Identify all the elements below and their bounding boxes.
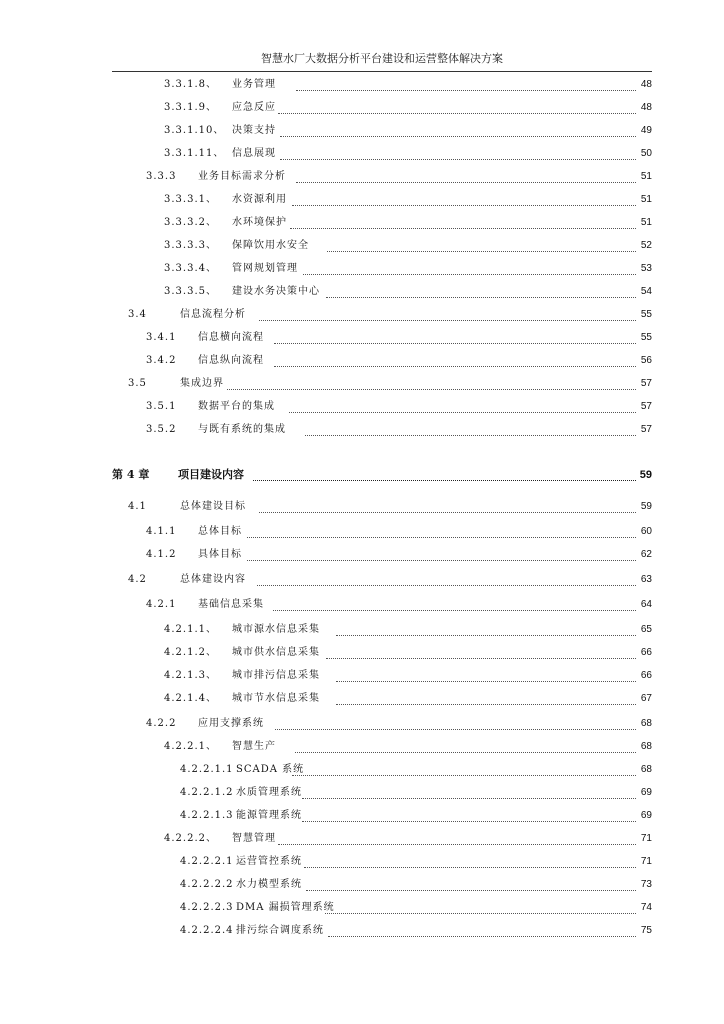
toc-entry-number: 3.3.1.9、 xyxy=(164,102,217,113)
toc-entry[interactable] xyxy=(0,191,724,211)
toc-entry-title: 总体目标 xyxy=(198,526,242,537)
toc-entry[interactable] xyxy=(0,498,724,518)
toc-entry-page-number: 62 xyxy=(640,549,652,560)
toc-entry[interactable] xyxy=(0,352,724,372)
toc-dot-leader xyxy=(304,867,636,868)
toc-entry-number: 4.1 xyxy=(128,501,147,512)
toc-entry-title: 水资源利用 xyxy=(232,194,287,205)
toc-entry-title: 数据平台的集成 xyxy=(198,401,275,412)
toc-entry[interactable] xyxy=(0,784,724,804)
toc-entry-number: 4.2.2.2、 xyxy=(164,833,217,844)
toc-entry-title: 水质管理系统 xyxy=(236,787,302,798)
toc-dot-leader xyxy=(259,512,636,513)
toc-entry[interactable] xyxy=(0,715,724,735)
toc-entry[interactable] xyxy=(0,690,724,710)
toc-dot-leader xyxy=(302,821,636,822)
toc-entry-number: 3.5 xyxy=(128,378,147,389)
toc-dot-leader xyxy=(280,136,636,137)
toc-entry-number: 4.2.1.2、 xyxy=(164,647,217,658)
toc-entry-page-number: 64 xyxy=(640,599,652,610)
toc-entry[interactable] xyxy=(0,899,724,919)
toc-dot-leader xyxy=(247,560,636,561)
toc-entry[interactable] xyxy=(0,375,724,395)
toc-entry-page-number: 51 xyxy=(640,217,652,228)
toc-entry-title: 集成边界 xyxy=(180,378,224,389)
toc-entry-title: 总体建设内容 xyxy=(180,574,246,585)
toc-entry-page-number: 73 xyxy=(640,879,652,890)
toc-entry-title: 应用支撑系统 xyxy=(198,718,264,729)
toc-entry-title: 与既有系统的集成 xyxy=(198,424,286,435)
toc-entry-number: 3.3.1.11、 xyxy=(164,148,225,159)
toc-entry-number: 3.3.3.3、 xyxy=(164,240,217,251)
toc-entry[interactable] xyxy=(0,260,724,280)
toc-entry[interactable] xyxy=(0,807,724,827)
table-of-contents xyxy=(0,76,724,956)
toc-entry-number: 4.2.2.2.2 xyxy=(180,879,234,890)
toc-entry-title: 运营管控系统 xyxy=(236,856,302,867)
toc-dot-leader xyxy=(259,320,636,321)
toc-dot-leader xyxy=(306,890,636,891)
toc-entry[interactable] xyxy=(0,644,724,664)
toc-entry-title: 智慧管理 xyxy=(232,833,276,844)
toc-entry-page-number: 75 xyxy=(640,925,652,936)
toc-entry-page-number: 68 xyxy=(640,741,652,752)
toc-entry[interactable] xyxy=(0,145,724,165)
toc-entry-page-number: 67 xyxy=(640,693,652,704)
toc-dot-leader xyxy=(326,297,636,298)
toc-entry-page-number: 51 xyxy=(640,194,652,205)
toc-entry-page-number: 51 xyxy=(640,171,652,182)
toc-dot-leader xyxy=(292,775,636,776)
toc-entry-title: 城市源水信息采集 xyxy=(232,624,320,635)
toc-entry[interactable] xyxy=(0,122,724,142)
toc-entry-title: 城市排污信息采集 xyxy=(232,670,320,681)
toc-entry-number: 3.5.2 xyxy=(146,424,177,435)
toc-entry[interactable] xyxy=(0,621,724,641)
toc-entry-title: DMA 漏损管理系统 xyxy=(236,902,335,913)
toc-entry[interactable] xyxy=(0,523,724,543)
toc-entry-page-number: 57 xyxy=(640,401,652,412)
toc-dot-leader xyxy=(296,90,636,91)
toc-entry-title: 具体目标 xyxy=(198,549,242,560)
toc-dot-leader xyxy=(253,480,636,481)
toc-entry-title: 水环境保护 xyxy=(232,217,287,228)
toc-entry-page-number: 74 xyxy=(640,902,652,913)
toc-entry[interactable] xyxy=(0,546,724,566)
toc-dot-leader xyxy=(274,343,636,344)
toc-entry-page-number: 63 xyxy=(640,574,652,585)
toc-entry-page-number: 60 xyxy=(640,526,652,537)
toc-entry[interactable] xyxy=(0,329,724,349)
toc-entry-page-number: 55 xyxy=(640,332,652,343)
toc-dot-leader xyxy=(302,798,636,799)
toc-entry[interactable] xyxy=(0,306,724,326)
toc-dot-leader xyxy=(280,159,636,160)
toc-entry-page-number: 59 xyxy=(639,469,652,481)
toc-dot-leader xyxy=(326,658,636,659)
toc-entry[interactable] xyxy=(0,738,724,758)
toc-entry[interactable] xyxy=(0,596,724,616)
toc-entry-title: 排污综合调度系统 xyxy=(236,925,324,936)
toc-entry-title: 决策支持 xyxy=(232,125,276,136)
toc-entry-number: 4.1.1 xyxy=(146,526,177,537)
toc-dot-leader xyxy=(325,913,636,914)
toc-dot-leader xyxy=(292,205,636,206)
toc-entry-number: 3.3.3 xyxy=(146,171,177,182)
toc-entry-number: 3.3.1.10、 xyxy=(164,125,225,136)
toc-entry[interactable] xyxy=(0,667,724,687)
toc-entry[interactable] xyxy=(0,283,724,303)
toc-entry-page-number: 69 xyxy=(640,810,652,821)
toc-entry-title: 保障饮用水安全 xyxy=(232,240,309,251)
toc-entry-number: 4.2.1.4、 xyxy=(164,693,217,704)
toc-entry[interactable] xyxy=(0,876,724,896)
toc-entry-number: 4.2.2.1、 xyxy=(164,741,217,752)
toc-entry[interactable] xyxy=(0,398,724,418)
toc-entry[interactable] xyxy=(0,237,724,257)
toc-entry-number: 4.2.1.1、 xyxy=(164,624,217,635)
toc-entry-title: 信息流程分析 xyxy=(180,309,246,320)
toc-entry-number: 4.2.2 xyxy=(146,718,177,729)
toc-dot-leader xyxy=(275,729,636,730)
toc-dot-leader xyxy=(328,936,636,937)
toc-entry-page-number: 53 xyxy=(640,263,652,274)
toc-dot-leader xyxy=(336,704,636,705)
toc-entry[interactable] xyxy=(0,571,724,591)
toc-entry-title: SCADA 系统 xyxy=(236,764,305,775)
toc-entry-title: 智慧生产 xyxy=(232,741,276,752)
toc-entry-title: 总体建设目标 xyxy=(180,501,246,512)
toc-entry-page-number: 56 xyxy=(640,355,652,366)
toc-entry-number: 3.5.1 xyxy=(146,401,177,412)
toc-entry-number: 4.2.1.3、 xyxy=(164,670,217,681)
toc-entry[interactable] xyxy=(0,830,724,850)
toc-entry[interactable] xyxy=(0,214,724,234)
toc-entry-number: 3.4.2 xyxy=(146,355,177,366)
toc-entry[interactable] xyxy=(0,168,724,188)
toc-entry-title: 应急反应 xyxy=(232,102,276,113)
toc-entry-title: 信息横向流程 xyxy=(198,332,264,343)
toc-entry-title: 基础信息采集 xyxy=(198,599,264,610)
toc-dot-leader xyxy=(290,228,636,229)
toc-entry-number: 3.3.3.5、 xyxy=(164,286,217,297)
toc-entry-title: 管网规划管理 xyxy=(232,263,298,274)
toc-dot-leader xyxy=(327,251,636,252)
toc-entry-page-number: 48 xyxy=(640,102,652,113)
toc-entry-page-number: 68 xyxy=(640,718,652,729)
toc-entry-number: 第 4 章 xyxy=(112,468,150,481)
toc-entry-number: 3.3.3.1、 xyxy=(164,194,217,205)
toc-entry-page-number: 59 xyxy=(640,501,652,512)
toc-entry-title: 信息纵向流程 xyxy=(198,355,264,366)
toc-entry-number: 4.2.2.2.3 xyxy=(180,902,234,913)
toc-entry[interactable] xyxy=(0,761,724,781)
toc-entry-page-number: 65 xyxy=(640,624,652,635)
toc-entry-page-number: 54 xyxy=(640,286,652,297)
toc-entry-number: 4.2.2.1.2 xyxy=(180,787,234,798)
toc-entry-title: 信息展现 xyxy=(232,148,276,159)
toc-chapter-entry[interactable] xyxy=(0,466,724,486)
toc-entry-title: 业务目标需求分析 xyxy=(198,171,286,182)
toc-entry-page-number: 71 xyxy=(640,856,652,867)
toc-entry-page-number: 48 xyxy=(640,79,652,90)
toc-entry-page-number: 57 xyxy=(640,424,652,435)
toc-dot-leader xyxy=(257,585,636,586)
toc-dot-leader xyxy=(227,389,636,390)
toc-entry-number: 4.2.1 xyxy=(146,599,177,610)
toc-entry-title: 城市供水信息采集 xyxy=(232,647,320,658)
toc-entry-page-number: 66 xyxy=(640,647,652,658)
toc-entry-number: 4.2.2.2.4 xyxy=(180,925,234,936)
toc-entry-number: 4.1.2 xyxy=(146,549,177,560)
toc-dot-leader xyxy=(296,182,636,183)
toc-dot-leader xyxy=(305,435,636,436)
toc-dot-leader xyxy=(278,113,636,114)
toc-dot-leader xyxy=(336,635,636,636)
toc-dot-leader xyxy=(295,752,636,753)
toc-entry-page-number: 66 xyxy=(640,670,652,681)
toc-entry[interactable] xyxy=(0,922,724,942)
toc-dot-leader xyxy=(336,681,636,682)
toc-entry-number: 4.2.2.1.3 xyxy=(180,810,234,821)
toc-entry-title: 城市节水信息采集 xyxy=(232,693,320,704)
toc-entry-number: 3.3.1.8、 xyxy=(164,79,217,90)
toc-entry-title: 业务管理 xyxy=(232,79,276,90)
toc-dot-leader xyxy=(289,412,636,413)
toc-entry-title: 能源管理系统 xyxy=(236,810,302,821)
toc-entry-number: 4.2.2.1.1 xyxy=(180,764,234,775)
toc-entry-number: 3.3.3.4、 xyxy=(164,263,217,274)
toc-entry-page-number: 57 xyxy=(640,378,652,389)
toc-entry-page-number: 55 xyxy=(640,309,652,320)
toc-dot-leader xyxy=(303,274,636,275)
toc-entry-title: 项目建设内容 xyxy=(178,468,244,481)
header-rule xyxy=(112,71,652,72)
page-header-title: 智慧水厂大数据分析平台建设和运营整体解决方案 xyxy=(261,52,503,65)
toc-entry-page-number: 71 xyxy=(640,833,652,844)
toc-dot-leader xyxy=(274,366,636,367)
toc-entry[interactable] xyxy=(0,76,724,96)
toc-entry-page-number: 69 xyxy=(640,787,652,798)
toc-entry[interactable] xyxy=(0,853,724,873)
toc-entry[interactable] xyxy=(0,421,724,441)
toc-entry-page-number: 52 xyxy=(640,240,652,251)
toc-entry-number: 4.2 xyxy=(128,574,147,585)
toc-entry[interactable] xyxy=(0,99,724,119)
toc-entry-number: 3.4.1 xyxy=(146,332,177,343)
toc-entry-number: 3.3.3.2、 xyxy=(164,217,217,228)
toc-entry-number: 4.2.2.2.1 xyxy=(180,856,234,867)
toc-entry-page-number: 49 xyxy=(640,125,652,136)
toc-dot-leader xyxy=(273,610,636,611)
toc-entry-page-number: 50 xyxy=(640,148,652,159)
toc-dot-leader xyxy=(247,537,636,538)
toc-entry-number: 3.4 xyxy=(128,309,147,320)
toc-entry-title: 建设水务决策中心 xyxy=(232,286,320,297)
toc-dot-leader xyxy=(278,844,636,845)
toc-entry-page-number: 68 xyxy=(640,764,652,775)
toc-entry-title: 水力模型系统 xyxy=(236,879,302,890)
